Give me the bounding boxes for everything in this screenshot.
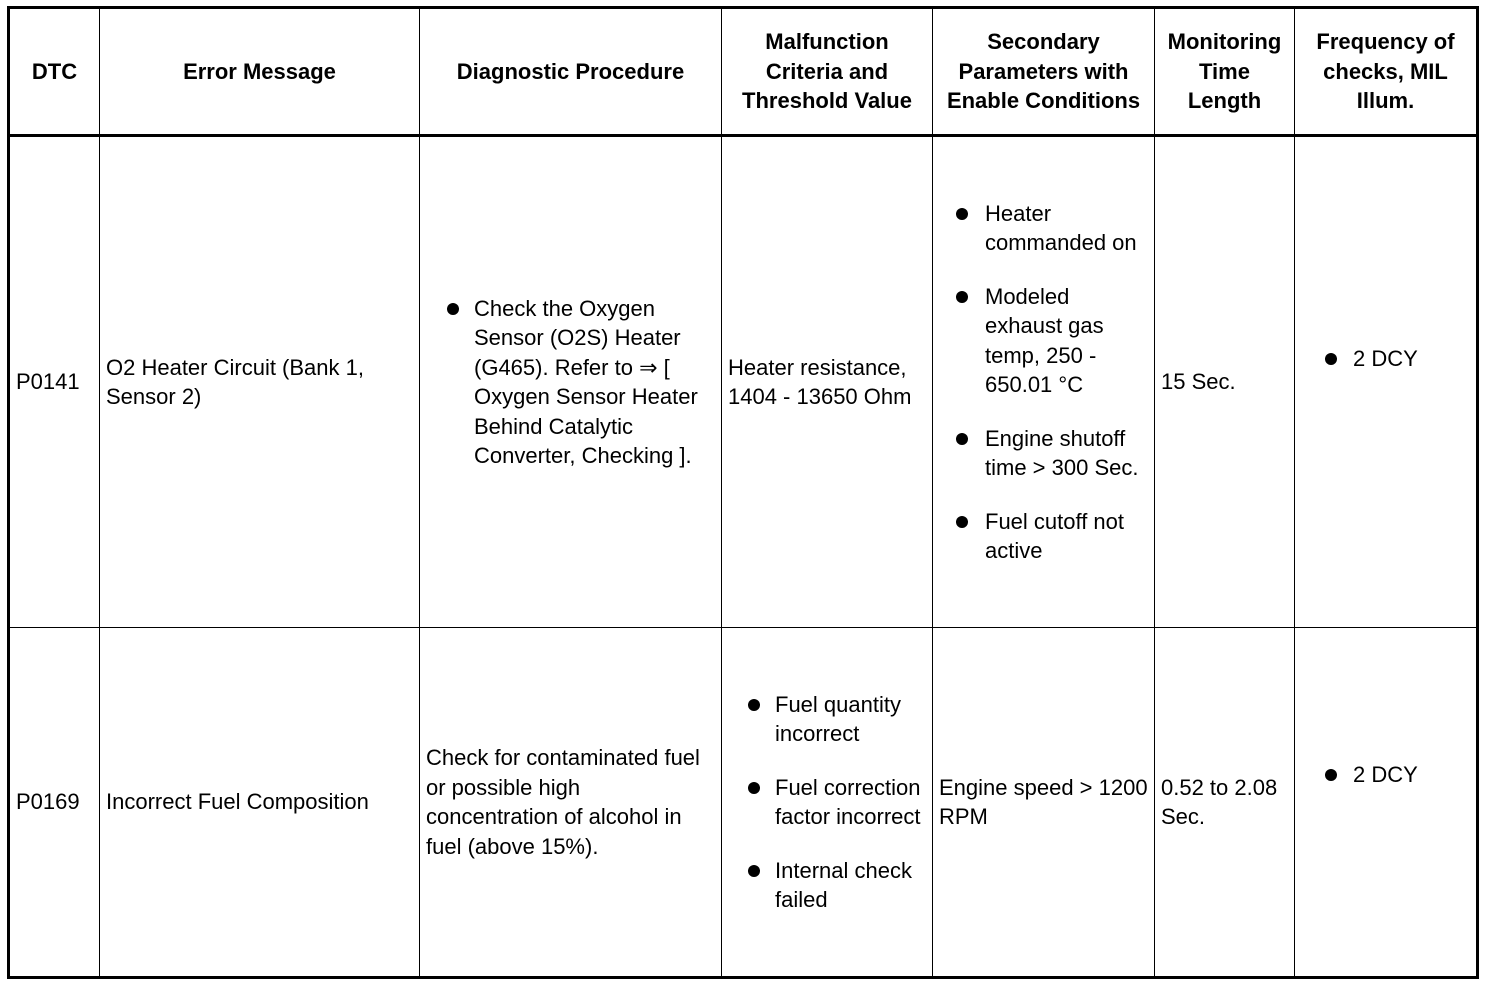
list-item: Fuel cutoff not active: [939, 507, 1148, 566]
header-error-message: Error Message: [100, 8, 420, 136]
frequency-list: [1301, 760, 1470, 790]
header-secondary-parameters: Secondary Parameters with Enable Conditions: [933, 8, 1155, 136]
list-item: Fuel correction factor incorrect: [728, 773, 926, 832]
list-item: Modeled exhaust gas temp, 250 - 650.01 °C: [939, 282, 1148, 400]
header-frequency: Frequency of checks, MIL Illum.: [1295, 8, 1478, 136]
secondary-parameters-list: [939, 199, 1148, 566]
header-monitoring-time: Monitoring Time Length: [1155, 8, 1295, 136]
malfunction-criteria: [722, 628, 933, 978]
diagnostic-procedure: Check for contaminated fuel or possible high concentration of alcohol in fuel (above 15%).: [420, 628, 722, 978]
list-item: Heater commanded on: [939, 199, 1148, 258]
diagnostic-procedure: [420, 136, 722, 628]
list-item: Fuel quantity incorrect: [728, 690, 926, 749]
list-item: 2 DCY: [1319, 344, 1470, 374]
list-item: Internal check failed: [728, 856, 926, 915]
header-malfunction-criteria: Malfunction Criteria and Threshold Value: [722, 8, 933, 136]
list-item: Engine shutoff time > 300 Sec.: [939, 424, 1148, 483]
malfunction-criteria: Heater resistance, 1404 - 13650 Ohm: [722, 136, 933, 628]
header-row: [9, 8, 1478, 136]
table-row: [9, 628, 1478, 978]
list-item: 2 DCY: [1319, 760, 1470, 790]
malfunction-criteria-list: [728, 690, 926, 915]
frequency: [1295, 136, 1478, 628]
list-item: Check the Oxygen Sensor (O2S) Heater (G465). Refer to ⇒ [ Oxygen Sensor Heater Behind Catalytic Converter, Checking ].: [426, 294, 715, 471]
header-diagnostic-procedure: Diagnostic Procedure: [420, 8, 722, 136]
monitoring-time: 15 Sec.: [1155, 136, 1295, 628]
secondary-parameters: Engine speed > 1200 RPM: [933, 628, 1155, 978]
header-dtc: DTC: [9, 8, 100, 136]
monitoring-time: 0.52 to 2.08 Sec.: [1155, 628, 1295, 978]
dtc-table: [7, 6, 1479, 979]
error-message: O2 Heater Circuit (Bank 1, Sensor 2): [100, 136, 420, 628]
table-row: [9, 136, 1478, 628]
dtc-code: P0141: [9, 136, 100, 628]
frequency-list: [1301, 344, 1470, 374]
secondary-parameters: [933, 136, 1155, 628]
diagnostic-procedure-list: [426, 294, 715, 471]
dtc-code: P0169: [9, 628, 100, 978]
error-message: Incorrect Fuel Composition: [100, 628, 420, 978]
frequency: [1295, 628, 1478, 978]
